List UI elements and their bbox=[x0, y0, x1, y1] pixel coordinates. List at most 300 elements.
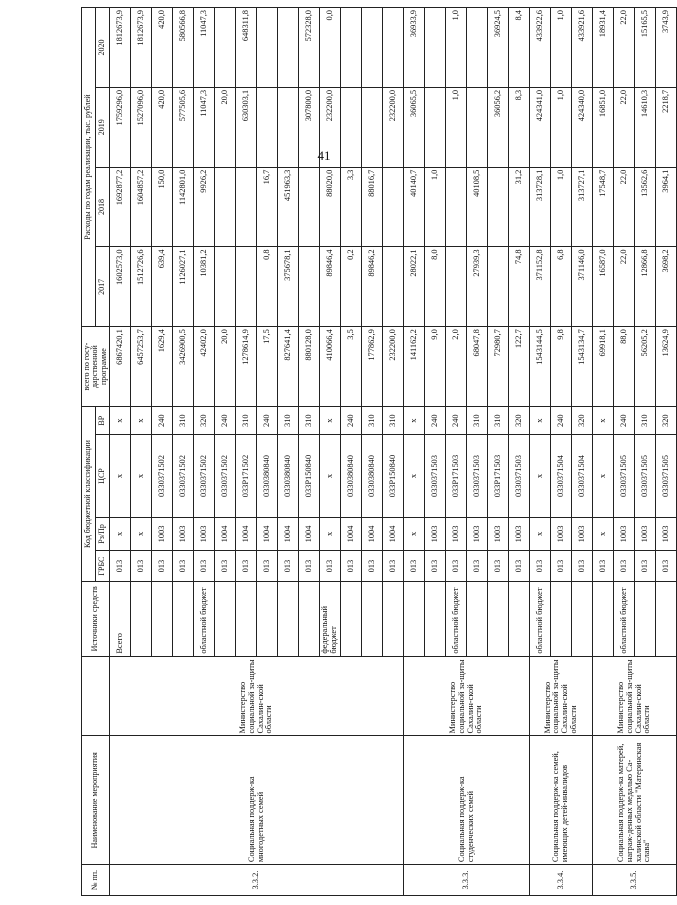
table-row bbox=[404, 8, 425, 896]
rzpr-cell: 1004 bbox=[362, 517, 383, 550]
csr-cell: х bbox=[320, 435, 341, 517]
csr-cell: х bbox=[593, 435, 614, 517]
total-cell: 2,0 bbox=[446, 327, 467, 407]
y2018-cell bbox=[236, 167, 257, 247]
y2017-cell: 22,0 bbox=[614, 247, 635, 327]
grbs-cell: 013 bbox=[509, 551, 530, 582]
rzpr-cell: 1004 bbox=[215, 517, 236, 550]
rzpr-cell: 1003 bbox=[173, 517, 194, 550]
y2017-cell: 28022,1 bbox=[404, 247, 425, 327]
y2020-cell: 420,0 bbox=[152, 8, 173, 88]
header-grbs: ГРБС bbox=[96, 551, 110, 582]
y2019-cell: 1,0 bbox=[551, 87, 572, 167]
rzpr-cell: 1003 bbox=[488, 517, 509, 550]
header-vr: ВР bbox=[96, 407, 110, 435]
total-cell: 1543134,7 bbox=[572, 327, 593, 407]
y2019-cell: 307800,0 bbox=[299, 87, 320, 167]
csr-cell: 0330371502 bbox=[215, 435, 236, 517]
vr-cell: 320 bbox=[194, 407, 215, 435]
vr-cell: 320 bbox=[572, 407, 593, 435]
rzpr-cell: 1003 bbox=[446, 517, 467, 550]
rzpr-cell: х bbox=[593, 517, 614, 550]
source-cell bbox=[404, 582, 425, 657]
y2017-cell: 375678,1 bbox=[278, 247, 299, 327]
table-body bbox=[110, 8, 677, 896]
grbs-cell: 013 bbox=[278, 551, 299, 582]
y2019-cell: 36065,5 bbox=[404, 87, 425, 167]
group-name: Социальная поддерж-ка матерей, награж-денных медалью Са-халинской области "Материнская слава" bbox=[593, 736, 677, 865]
total-cell: 17,5 bbox=[257, 327, 278, 407]
group-num: 3.3.5. bbox=[593, 865, 677, 896]
y2017-cell: 6,8 bbox=[551, 247, 572, 327]
csr-cell: 0330380840 bbox=[278, 435, 299, 517]
y2018-cell bbox=[488, 167, 509, 247]
rzpr-cell: х bbox=[131, 517, 152, 550]
rzpr-cell: 1003 bbox=[509, 517, 530, 550]
vr-cell: 240 bbox=[446, 407, 467, 435]
y2019-cell: 2218,7 bbox=[656, 87, 677, 167]
vr-cell: 310 bbox=[173, 407, 194, 435]
source-cell: федеральный бюджет bbox=[320, 582, 341, 657]
vr-cell: 310 bbox=[467, 407, 488, 435]
total-cell: 177862,9 bbox=[362, 327, 383, 407]
vr-cell: 240 bbox=[425, 407, 446, 435]
csr-cell: 0330371505 bbox=[614, 435, 635, 517]
total-cell: 68047,8 bbox=[467, 327, 488, 407]
y2020-cell: 0,0 bbox=[320, 8, 341, 88]
y2020-cell bbox=[341, 8, 362, 88]
total-cell: 13624,9 bbox=[656, 327, 677, 407]
csr-cell: 033P150840 bbox=[383, 435, 404, 517]
header-executor bbox=[82, 656, 110, 736]
total-cell: 3,5 bbox=[341, 327, 362, 407]
grbs-cell: 013 bbox=[467, 551, 488, 582]
y2017-cell: 89846,4 bbox=[320, 247, 341, 327]
rzpr-cell: 1003 bbox=[194, 517, 215, 550]
y2018-cell: 1,0 bbox=[425, 167, 446, 247]
y2019-cell: 232200,0 bbox=[320, 87, 341, 167]
source-cell bbox=[656, 582, 677, 657]
vr-cell: х bbox=[110, 407, 131, 435]
y2020-cell bbox=[257, 8, 278, 88]
y2019-cell: 16851,0 bbox=[593, 87, 614, 167]
vr-cell: 310 bbox=[383, 407, 404, 435]
source-cell bbox=[362, 582, 383, 657]
grbs-cell: 013 bbox=[341, 551, 362, 582]
y2018-cell: 88020,0 bbox=[320, 167, 341, 247]
header-year: 2017 bbox=[96, 247, 110, 327]
total-cell: 827641,4 bbox=[278, 327, 299, 407]
source-cell bbox=[593, 582, 614, 657]
total-cell: 232200,0 bbox=[383, 327, 404, 407]
header-source: Источники средств bbox=[82, 582, 110, 657]
y2020-cell: 22,0 bbox=[614, 8, 635, 88]
y2020-cell: 18931,4 bbox=[593, 8, 614, 88]
rzpr-cell: 1003 bbox=[152, 517, 173, 550]
y2019-cell bbox=[362, 87, 383, 167]
source-cell: областной бюджет bbox=[614, 582, 635, 657]
y2018-cell bbox=[383, 167, 404, 247]
rzpr-cell: 1003 bbox=[425, 517, 446, 550]
grbs-cell: 013 bbox=[362, 551, 383, 582]
source-cell bbox=[152, 582, 173, 657]
source-cell bbox=[299, 582, 320, 657]
y2018-cell: 1,0 bbox=[551, 167, 572, 247]
group-name: Социальная поддерж-ка семей, имеющих детей-инвалидов bbox=[530, 736, 593, 865]
y2017-cell: 89846,2 bbox=[362, 247, 383, 327]
source-cell bbox=[383, 582, 404, 657]
y2017-cell: 639,4 bbox=[152, 247, 173, 327]
y2017-cell: 8,0 bbox=[425, 247, 446, 327]
grbs-cell: 013 bbox=[152, 551, 173, 582]
source-cell bbox=[341, 582, 362, 657]
y2017-cell: 10381,2 bbox=[194, 247, 215, 327]
group-executor: Министерство социальной за-щиты Сахалин-ской области bbox=[404, 656, 530, 736]
y2017-cell: 27939,3 bbox=[467, 247, 488, 327]
vr-cell: 310 bbox=[236, 407, 257, 435]
grbs-cell: 013 bbox=[530, 551, 551, 582]
y2019-cell: 420,0 bbox=[152, 87, 173, 167]
group-executor: Министерство социальной за-щиты Сахалин-ской области bbox=[593, 656, 677, 736]
table-row bbox=[593, 8, 614, 896]
y2017-cell: 1602573,0 bbox=[110, 247, 131, 327]
y2019-cell: 8,3 bbox=[509, 87, 530, 167]
y2017-cell: 0,2 bbox=[341, 247, 362, 327]
total-cell: 6867420,1 bbox=[110, 327, 131, 407]
y2018-cell: 13562,6 bbox=[635, 167, 656, 247]
vr-cell: 310 bbox=[362, 407, 383, 435]
y2018-cell: 1142801,0 bbox=[173, 167, 194, 247]
grbs-cell: 013 bbox=[593, 551, 614, 582]
y2019-cell: 630303,1 bbox=[236, 87, 257, 167]
y2017-cell bbox=[488, 247, 509, 327]
y2018-cell: 16,7 bbox=[257, 167, 278, 247]
header-budget-class: Код бюджетной классификации bbox=[82, 407, 96, 582]
y2017-cell: 371146,0 bbox=[572, 247, 593, 327]
total-cell: 72980,7 bbox=[488, 327, 509, 407]
y2020-cell: 36924,5 bbox=[488, 8, 509, 88]
csr-cell: 0330371503 bbox=[425, 435, 446, 517]
total-cell: 1543144,5 bbox=[530, 327, 551, 407]
y2019-cell bbox=[278, 87, 299, 167]
y2019-cell: 14610,3 bbox=[635, 87, 656, 167]
group-name: Социальная поддерж-ка студенческих семей bbox=[404, 736, 530, 865]
source-cell bbox=[488, 582, 509, 657]
y2019-cell: 1527096,0 bbox=[131, 87, 152, 167]
y2019-cell: 11047,3 bbox=[194, 87, 215, 167]
source-cell bbox=[173, 582, 194, 657]
group-num: 3.3.2. bbox=[110, 865, 404, 896]
source-cell: областной бюджет bbox=[194, 582, 215, 657]
total-cell: 56205,2 bbox=[635, 327, 656, 407]
rzpr-cell: х bbox=[320, 517, 341, 550]
y2019-cell: 36056,2 bbox=[488, 87, 509, 167]
source-cell bbox=[236, 582, 257, 657]
csr-cell: 0330371504 bbox=[551, 435, 572, 517]
y2019-cell bbox=[425, 87, 446, 167]
group-num: 3.3.4. bbox=[530, 865, 593, 896]
header-csr: ЦСР bbox=[96, 435, 110, 517]
rzpr-cell: 1004 bbox=[236, 517, 257, 550]
y2019-cell: 424341,0 bbox=[530, 87, 551, 167]
rzpr-cell: 1004 bbox=[299, 517, 320, 550]
grbs-cell: 013 bbox=[110, 551, 131, 582]
vr-cell: 310 bbox=[299, 407, 320, 435]
vr-cell: х bbox=[593, 407, 614, 435]
grbs-cell: 013 bbox=[215, 551, 236, 582]
grbs-cell: 013 bbox=[257, 551, 278, 582]
y2017-cell bbox=[446, 247, 467, 327]
y2017-cell: 74,8 bbox=[509, 247, 530, 327]
grbs-cell: 013 bbox=[173, 551, 194, 582]
y2017-cell bbox=[236, 247, 257, 327]
total-cell: 410066,4 bbox=[320, 327, 341, 407]
y2019-cell bbox=[257, 87, 278, 167]
rzpr-cell: 1003 bbox=[656, 517, 677, 550]
y2017-cell: 16587,0 bbox=[593, 247, 614, 327]
y2020-cell: 11047,3 bbox=[194, 8, 215, 88]
vr-cell: 240 bbox=[341, 407, 362, 435]
y2017-cell bbox=[299, 247, 320, 327]
y2017-cell: 1512726,6 bbox=[131, 247, 152, 327]
total-cell: 69918,1 bbox=[593, 327, 614, 407]
y2018-cell bbox=[446, 167, 467, 247]
csr-cell: х bbox=[110, 435, 131, 517]
total-cell: 3426900,5 bbox=[173, 327, 194, 407]
header-expenses: Расходы по годам реализации, тыс. рублей bbox=[82, 8, 96, 327]
csr-cell: 0330371503 bbox=[509, 435, 530, 517]
y2020-cell: 580566,8 bbox=[173, 8, 194, 88]
grbs-cell: 013 bbox=[635, 551, 656, 582]
group-name: Социальная поддерж-ка многодетных семей bbox=[110, 736, 404, 865]
y2017-cell bbox=[215, 247, 236, 327]
grbs-cell: 013 bbox=[572, 551, 593, 582]
y2018-cell: 3964,1 bbox=[656, 167, 677, 247]
vr-cell: 320 bbox=[509, 407, 530, 435]
y2020-cell: 15165,5 bbox=[635, 8, 656, 88]
header-rzpr: Рз/Пр bbox=[96, 517, 110, 550]
source-cell bbox=[551, 582, 572, 657]
csr-cell: 033P150840 bbox=[299, 435, 320, 517]
total-cell: 20,0 bbox=[215, 327, 236, 407]
y2017-cell: 3698,2 bbox=[656, 247, 677, 327]
rzpr-cell: 1003 bbox=[572, 517, 593, 550]
y2019-cell bbox=[467, 87, 488, 167]
y2018-cell: 1604857,2 bbox=[131, 167, 152, 247]
csr-cell: 0330371502 bbox=[194, 435, 215, 517]
csr-cell: х bbox=[530, 435, 551, 517]
y2020-cell: 8,4 bbox=[509, 8, 530, 88]
rzpr-cell: 1004 bbox=[257, 517, 278, 550]
y2019-cell: 424340,0 bbox=[572, 87, 593, 167]
total-cell: 1278614,9 bbox=[236, 327, 257, 407]
y2020-cell: 36933,9 bbox=[404, 8, 425, 88]
csr-cell: 0330371503 bbox=[467, 435, 488, 517]
grbs-cell: 013 bbox=[404, 551, 425, 582]
table-row bbox=[530, 8, 551, 896]
source-cell: областной бюджет bbox=[446, 582, 467, 657]
y2017-cell: 371152,8 bbox=[530, 247, 551, 327]
y2020-cell bbox=[362, 8, 383, 88]
y2018-cell: 451963,3 bbox=[278, 167, 299, 247]
rzpr-cell: х bbox=[404, 517, 425, 550]
y2018-cell: 313727,1 bbox=[572, 167, 593, 247]
csr-cell: 0330371505 bbox=[656, 435, 677, 517]
y2020-cell bbox=[467, 8, 488, 88]
budget-table bbox=[81, 7, 677, 896]
y2017-cell: 1126027,1 bbox=[173, 247, 194, 327]
header-year: 2018 bbox=[96, 167, 110, 247]
vr-cell: 240 bbox=[215, 407, 236, 435]
grbs-cell: 013 bbox=[656, 551, 677, 582]
table-row bbox=[110, 8, 131, 896]
y2020-cell bbox=[215, 8, 236, 88]
rzpr-cell: 1003 bbox=[551, 517, 572, 550]
rzpr-cell: 1004 bbox=[278, 517, 299, 550]
y2018-cell: 150,0 bbox=[152, 167, 173, 247]
total-cell: 42402,0 bbox=[194, 327, 215, 407]
header-name: Наименование мероприятия bbox=[82, 736, 110, 865]
total-cell: 9,8 bbox=[551, 327, 572, 407]
source-cell bbox=[425, 582, 446, 657]
y2018-cell: 31,2 bbox=[509, 167, 530, 247]
total-cell: 9,0 bbox=[425, 327, 446, 407]
y2018-cell: 40140,7 bbox=[404, 167, 425, 247]
csr-cell: 0330380840 bbox=[341, 435, 362, 517]
source-cell bbox=[278, 582, 299, 657]
y2020-cell bbox=[383, 8, 404, 88]
csr-cell: х bbox=[131, 435, 152, 517]
y2018-cell: 88016,7 bbox=[362, 167, 383, 247]
source-cell bbox=[572, 582, 593, 657]
csr-cell: 0330371502 bbox=[152, 435, 173, 517]
vr-cell: 240 bbox=[614, 407, 635, 435]
csr-cell: 0330371505 bbox=[635, 435, 656, 517]
y2019-cell: 20,0 bbox=[215, 87, 236, 167]
total-cell: 6457253,7 bbox=[131, 327, 152, 407]
vr-cell: х bbox=[530, 407, 551, 435]
source-cell: Всего bbox=[110, 582, 131, 657]
y2019-cell: 1,0 bbox=[446, 87, 467, 167]
y2020-cell bbox=[425, 8, 446, 88]
y2020-cell bbox=[278, 8, 299, 88]
total-cell: 141162,2 bbox=[404, 327, 425, 407]
vr-cell: х bbox=[404, 407, 425, 435]
csr-cell: 0330371504 bbox=[572, 435, 593, 517]
vr-cell: х bbox=[131, 407, 152, 435]
y2018-cell bbox=[299, 167, 320, 247]
header-total: всего по госу-дарственной программе bbox=[82, 327, 110, 407]
y2019-cell: 1759296,0 bbox=[110, 87, 131, 167]
source-cell bbox=[635, 582, 656, 657]
grbs-cell: 013 bbox=[320, 551, 341, 582]
group-executor: Министерство социальной за-щиты Сахалин-ской области bbox=[530, 656, 593, 736]
source-cell bbox=[467, 582, 488, 657]
grbs-cell: 013 bbox=[488, 551, 509, 582]
vr-cell: х bbox=[320, 407, 341, 435]
group-executor: Министерство социальной за-щиты Сахалин-ской области bbox=[110, 656, 404, 736]
grbs-cell: 013 bbox=[614, 551, 635, 582]
csr-cell: х bbox=[404, 435, 425, 517]
y2020-cell: 572328,0 bbox=[299, 8, 320, 88]
y2019-cell: 22,0 bbox=[614, 87, 635, 167]
vr-cell: 240 bbox=[152, 407, 173, 435]
y2017-cell: 0,8 bbox=[257, 247, 278, 327]
header-year: 2020 bbox=[96, 8, 110, 88]
y2018-cell: 22,0 bbox=[614, 167, 635, 247]
source-cell bbox=[257, 582, 278, 657]
y2020-cell: 433922,6 bbox=[530, 8, 551, 88]
y2018-cell: 1692877,2 bbox=[110, 167, 131, 247]
y2019-cell: 577505,6 bbox=[173, 87, 194, 167]
rzpr-cell: 1004 bbox=[341, 517, 362, 550]
y2017-cell bbox=[383, 247, 404, 327]
csr-cell: 033P171503 bbox=[446, 435, 467, 517]
source-cell: областной бюджет bbox=[530, 582, 551, 657]
y2018-cell bbox=[215, 167, 236, 247]
rzpr-cell: 1003 bbox=[635, 517, 656, 550]
grbs-cell: 013 bbox=[446, 551, 467, 582]
grbs-cell: 013 bbox=[551, 551, 572, 582]
y2018-cell: 9926,2 bbox=[194, 167, 215, 247]
vr-cell: 310 bbox=[278, 407, 299, 435]
vr-cell: 310 bbox=[488, 407, 509, 435]
grbs-cell: 013 bbox=[236, 551, 257, 582]
y2019-cell: 232200,0 bbox=[383, 87, 404, 167]
total-cell: 122,7 bbox=[509, 327, 530, 407]
vr-cell: 320 bbox=[656, 407, 677, 435]
grbs-cell: 013 bbox=[383, 551, 404, 582]
group-num: 3.3.3. bbox=[404, 865, 530, 896]
rzpr-cell: 1003 bbox=[614, 517, 635, 550]
csr-cell: 0330380840 bbox=[257, 435, 278, 517]
grbs-cell: 013 bbox=[299, 551, 320, 582]
total-cell: 88,0 bbox=[614, 327, 635, 407]
csr-cell: 0330371502 bbox=[173, 435, 194, 517]
page-number: 41 bbox=[317, 148, 331, 163]
y2018-cell: 313728,1 bbox=[530, 167, 551, 247]
header-num: № пп. bbox=[82, 865, 110, 896]
grbs-cell: 013 bbox=[194, 551, 215, 582]
vr-cell: 240 bbox=[257, 407, 278, 435]
grbs-cell: 013 bbox=[131, 551, 152, 582]
rzpr-cell: 1004 bbox=[383, 517, 404, 550]
y2020-cell: 1812673,9 bbox=[110, 8, 131, 88]
y2018-cell: 17548,7 bbox=[593, 167, 614, 247]
y2018-cell: 40108,5 bbox=[467, 167, 488, 247]
y2020-cell: 1,0 bbox=[551, 8, 572, 88]
vr-cell: 310 bbox=[635, 407, 656, 435]
y2020-cell: 1812673,9 bbox=[131, 8, 152, 88]
source-cell bbox=[215, 582, 236, 657]
y2020-cell: 648311,8 bbox=[236, 8, 257, 88]
y2020-cell: 3743,9 bbox=[656, 8, 677, 88]
rzpr-cell: 1003 bbox=[467, 517, 488, 550]
total-cell: 880128,0 bbox=[299, 327, 320, 407]
csr-cell: 0330380840 bbox=[362, 435, 383, 517]
total-cell: 1629,4 bbox=[152, 327, 173, 407]
y2020-cell: 1,0 bbox=[446, 8, 467, 88]
grbs-cell: 013 bbox=[425, 551, 446, 582]
rzpr-cell: х bbox=[530, 517, 551, 550]
rzpr-cell: х bbox=[110, 517, 131, 550]
source-cell bbox=[509, 582, 530, 657]
header-year: 2019 bbox=[96, 87, 110, 167]
vr-cell: 240 bbox=[551, 407, 572, 435]
y2018-cell: 3,3 bbox=[341, 167, 362, 247]
y2017-cell: 12866,8 bbox=[635, 247, 656, 327]
source-cell bbox=[131, 582, 152, 657]
